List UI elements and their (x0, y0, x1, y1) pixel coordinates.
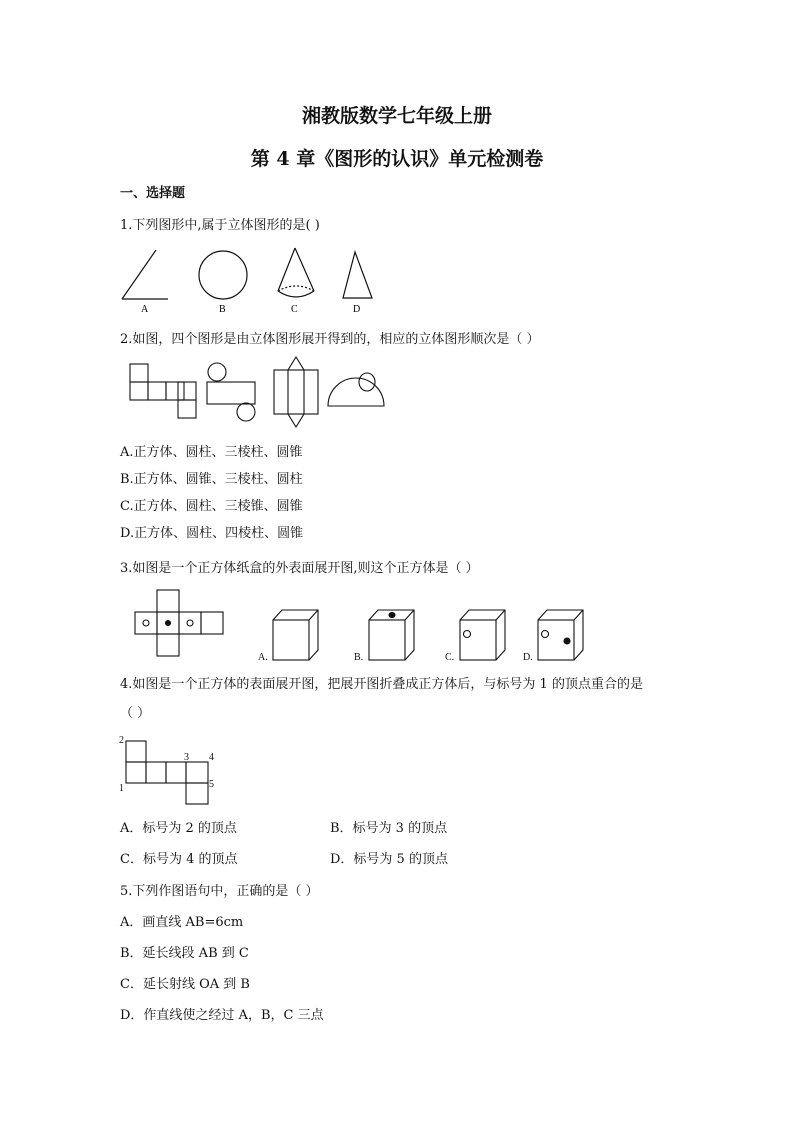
vertex-label-4: 4 (209, 752, 214, 763)
question-2-stem: 2.如图，四个图形是由立体图形展开得到的，相应的立体图形顺次是（ ） (120, 332, 540, 347)
cube-option-c (460, 610, 505, 660)
figure-label-c: C (291, 304, 298, 315)
question-4-stem-continued: （ ） (120, 706, 151, 721)
cube-option-a (273, 610, 318, 660)
question-2-option-b: B.正方体、圆锥、三棱柱、圆柱 (120, 472, 303, 487)
question-1-figures (110, 245, 390, 320)
figure-label-d: D (353, 304, 361, 315)
question-4-option-c: C．标号为 4 的顶点 (120, 852, 238, 867)
question-4-option-b: B．标号为 3 的顶点 (330, 821, 448, 836)
cube-label-c: C. (445, 652, 455, 663)
question-4-option-a: A．标号为 2 的顶点 (120, 821, 237, 836)
figure-circle (199, 251, 247, 299)
document-subtitle: 第 4 章《图形的认识》单元检测卷 (250, 148, 544, 170)
question-4-stem: 4.如图是一个正方体的表面展开图，把展开图折叠成正方体后，与标号为 1 的顶点重合的是 (120, 677, 643, 692)
vertex-label-1: 1 (119, 783, 124, 794)
figure-cylinder-net (207, 363, 255, 421)
question-1-stem: 1.下列图形中,属于立体图形的是( ) (120, 218, 320, 233)
question-5-stem: 5.下列作图语句中，正确的是（ ） (120, 884, 319, 899)
figure-cube-face-net (135, 590, 223, 656)
figure-angle (122, 250, 168, 299)
vertex-label-5: 5 (209, 779, 214, 790)
figure-label-b: B (219, 304, 226, 315)
question-5-option-b: B．延长线段 AB 到 C (120, 946, 249, 961)
cube-label-b: B. (354, 652, 364, 663)
question-3-stem: 3.如图是一个正方体纸盒的外表面展开图,则这个正方体是（ ） (120, 561, 479, 576)
figure-cone (278, 248, 314, 297)
vertex-label-3: 3 (184, 752, 189, 763)
question-2-figures (120, 356, 390, 431)
question-2-option-d: D.正方体、圆柱、四棱柱、圆锥 (120, 526, 304, 541)
figure-label-a: A (141, 304, 149, 315)
question-5-option-d: D．作直线使之经过 A，B，C 三点 (120, 1008, 324, 1023)
question-4-option-d: D．标号为 5 的顶点 (330, 852, 448, 867)
cube-option-b (369, 610, 414, 660)
question-5-option-a: A．画直线 AB=6cm (120, 915, 244, 930)
vertex-label-2: 2 (119, 735, 124, 746)
cube-label-a: A. (258, 652, 268, 663)
question-2-option-c: C.正方体、圆柱、三棱锥、圆锥 (120, 499, 303, 514)
question-3-figures (125, 600, 595, 668)
document-title: 湘教版数学七年级上册 (301, 105, 492, 127)
figure-prism-net (274, 357, 318, 427)
cube-label-d: D. (523, 652, 533, 663)
question-5-option-c: C．延长射线 OA 到 B (120, 977, 250, 992)
cube-option-d (538, 610, 583, 660)
figure-cone-net (328, 373, 384, 406)
question-2-option-a: A.正方体、圆柱、三棱柱、圆锥 (120, 445, 303, 460)
question-4-figure (118, 733, 228, 808)
section-label: 一、选择题 (120, 186, 186, 201)
figure-triangle (343, 252, 372, 298)
figure-cube-net (130, 364, 196, 418)
